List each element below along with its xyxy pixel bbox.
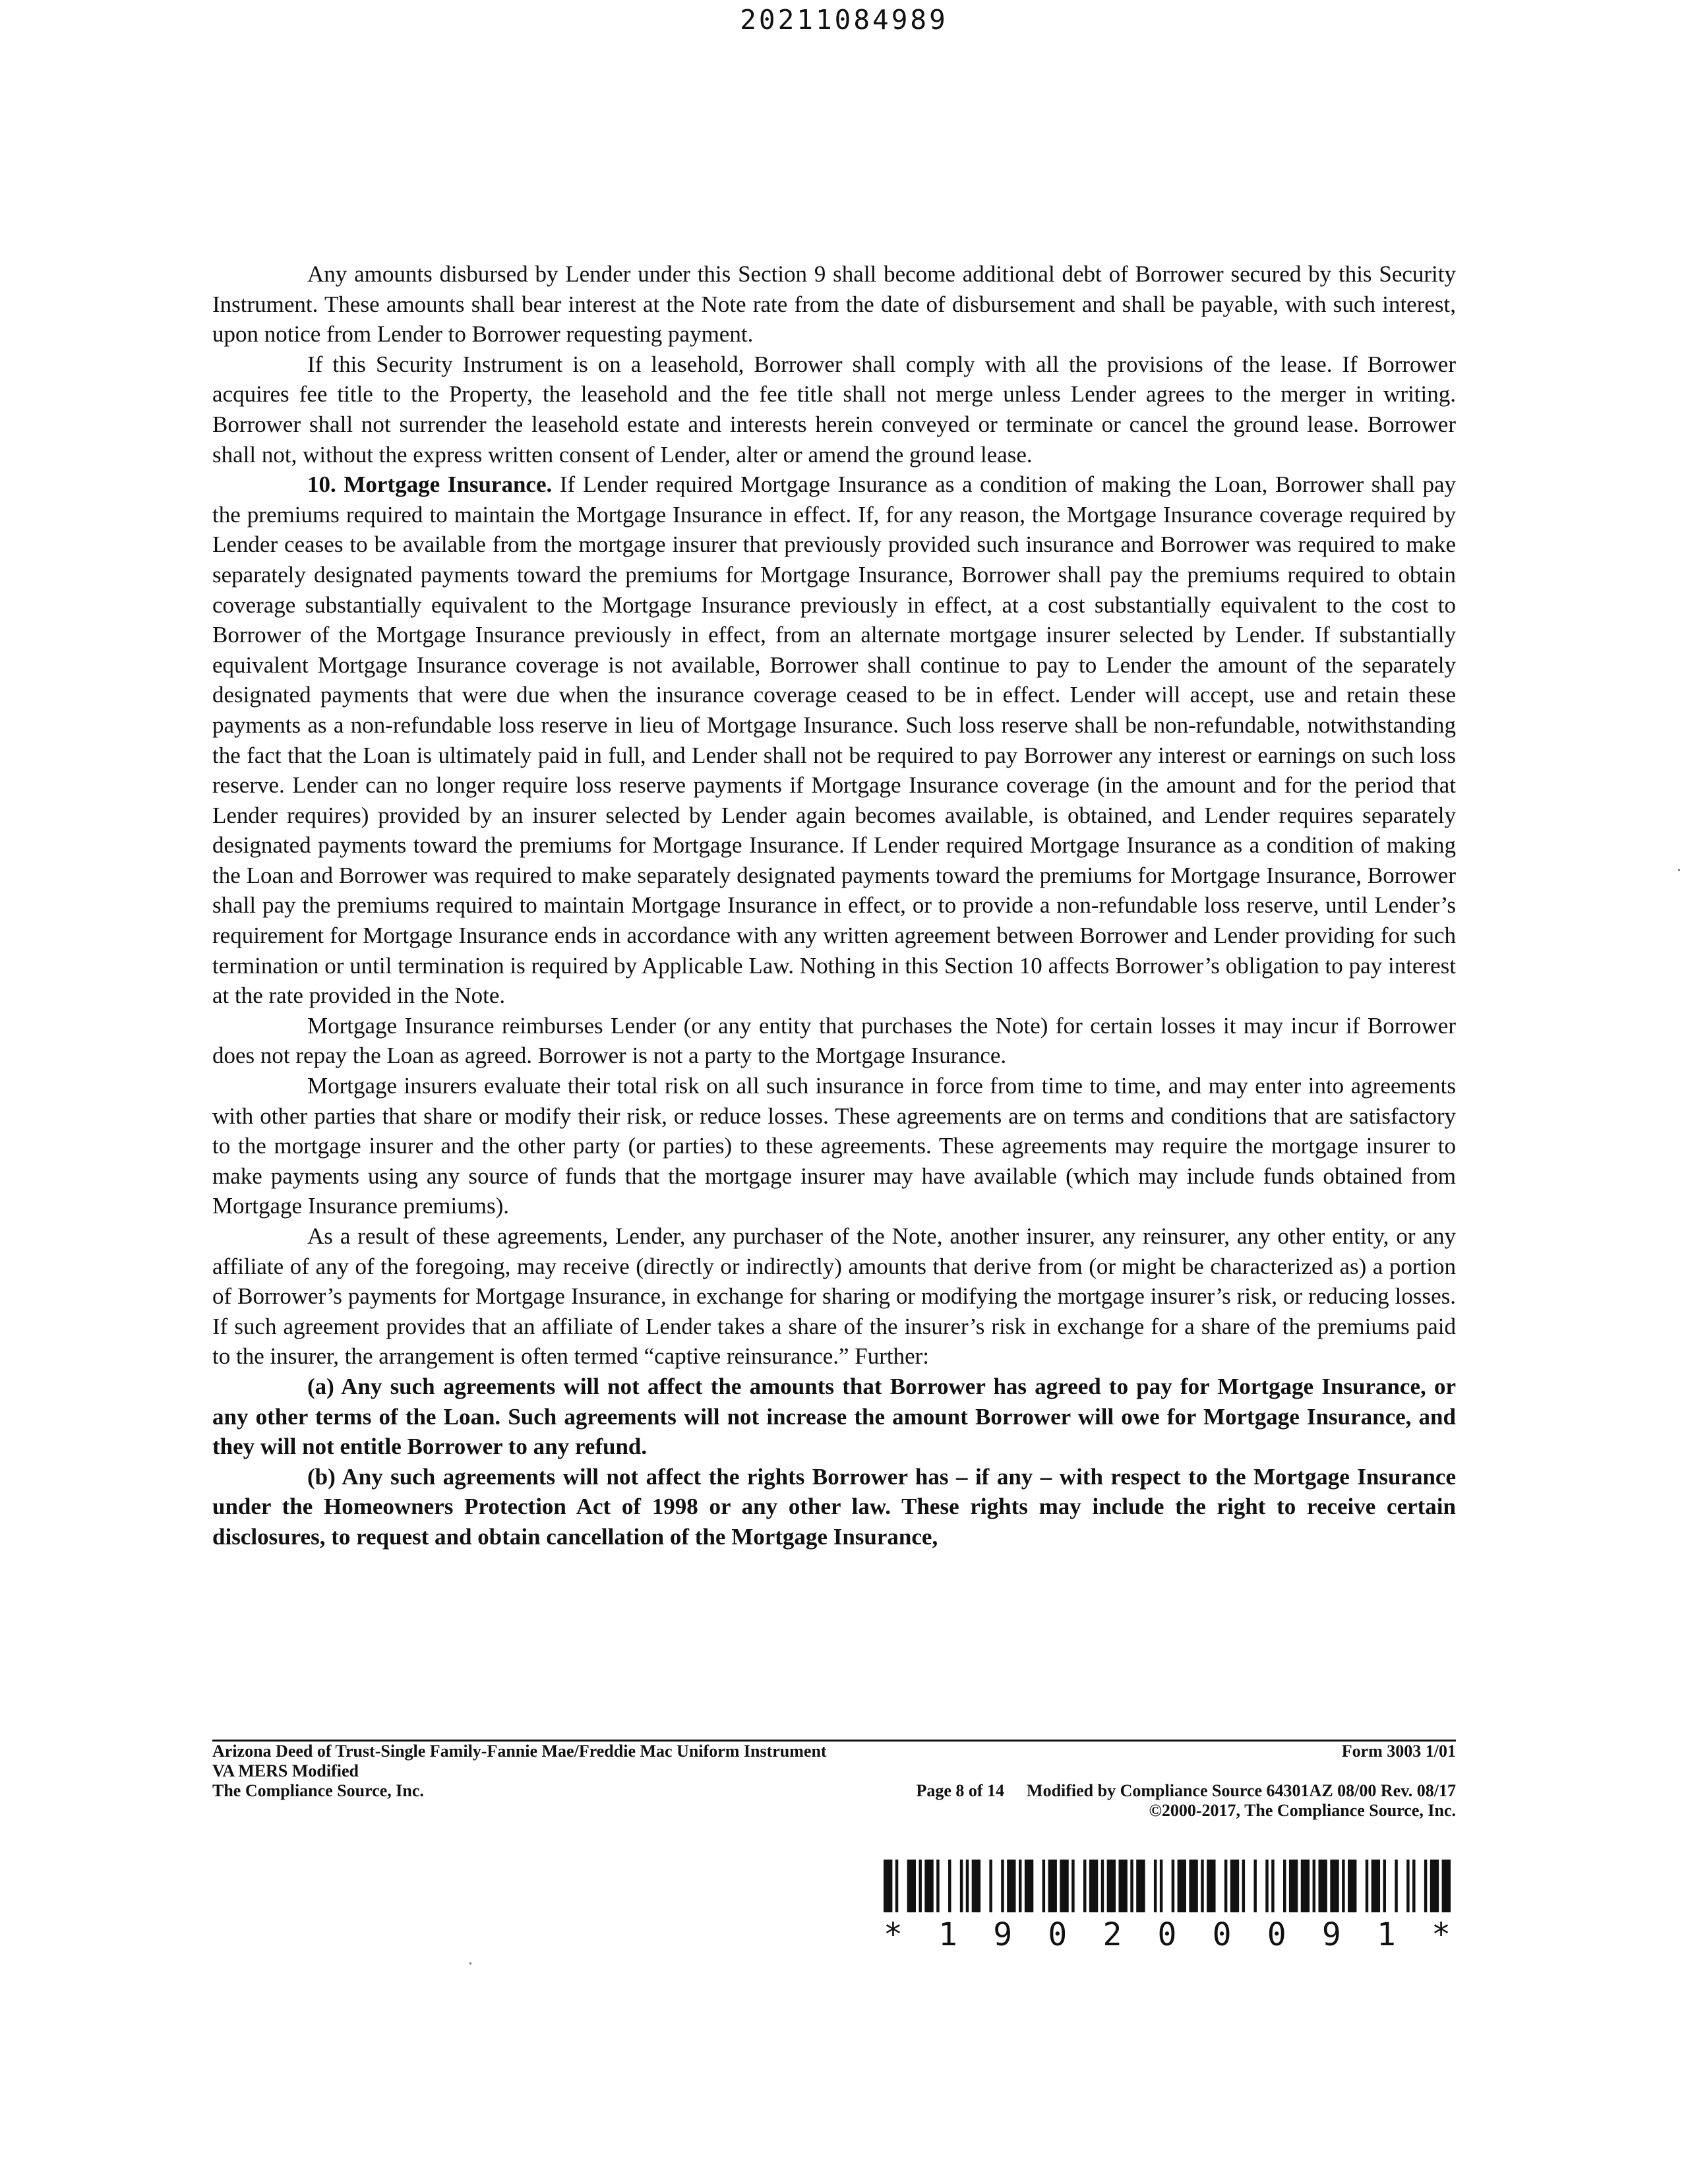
barcode-char: 0 (1212, 1916, 1232, 1953)
barcode-char: 9 (993, 1916, 1013, 1953)
paragraph: As a result of these agreements, Lender, any purchaser of the Note, another insurer, any reinsurer, any other entity, or any affiliate of any of the foregoing, may receive (directly or indirectly) amounts that derive from (or might be characterized as) a portion of Borrower’s payments for Mortgage Insurance, in exchange for sharing or modifying the mortgage insurer’s risk, or reducing losses. If such agreement provides that an affiliate of Lender takes a share of the insurer’s risk in exchange for a share of the premiums paid to the insurer, the arrangement is often termed “captive reinsurance.” Further: (212, 1223, 1456, 1370)
barcode-bar (1318, 1860, 1327, 1912)
bold-paragraph: (a) Any such agreements will not affect the amounts that Borrower has agreed to pay for Mortgage Insurance, or any other terms of the Loan. Such agreements will not increase the amount Borrower will owe for Mortgage Insurance, and they will not entitle Borrower to any refund. (212, 1373, 1456, 1460)
barcode-bar (989, 1860, 992, 1912)
barcode-bar (1265, 1860, 1268, 1912)
form-variant: VA MERS Modified (212, 1761, 359, 1780)
paragraph-text: If Lender required Mortgage Insurance as a condition of making the Loan, Borrower shall pay the premiums required to maintain the Mortgage Insurance in effect. If, for any reason, the Mortgage Insurance coverage required by Lender ceases to be available from the mortgage insurer that previously provided such insurance and Borrower was required to make separately designated payments toward the premiums for Mortgage Insurance, Borrower shall pay the premiums required to obtain coverage substantially equivalent to the Mortgage Insurance previously in effect, at a cost substantially equivalent to the cost to Borrower of the Mortgage Insurance previously in effect, from an alternate mortgage insurer selected by Lender. If substantially equivalent Mortgage Insurance coverage is not available, Borrower shall continue to pay to Lender the amount of the separately designated payments that were due when the insurance coverage ceased to be in effect. Lender will accept, use and retain these payments as a non-refundable loss reserve in lieu of Mortgage Insurance. Such loss reserve shall be non-refundable, notwithstanding the fact that the Loan is ultimately paid in full, and Lender shall not be required to pay Borrower any interest or earnings on such loss reserve. Lender can no longer require loss reserve payments if Mortgage Insurance coverage (in the amount and for the period that Lender requires) provided by an insurer selected by Lender again becomes available, is obtained, and Lender requires separately designated payments toward the premiums for Mortgage Insurance. If Lender required Mortgage Insurance as a condition of making the Loan and Borrower was required to make separately designated payments toward the premiums for Mortgage Insurance, Borrower shall pay the premiums required to maintain Mortgage Insurance in effect, or to provide a non-refundable loss reserve, until Lender’s requirement for Mortgage Insurance ends in accordance with any written agreement between Borrower and Lender providing for such termination or until termination is required by Applicable Law. Nothing in this Section 10 affects Borrower’s obligation to pay interest at the rate provided in the Note. (212, 471, 1457, 1009)
barcode-bar (1283, 1860, 1286, 1912)
copyright: ©2000-2017, The Compliance Source, Inc. (1149, 1801, 1456, 1820)
barcode-bar (1083, 1860, 1086, 1912)
barcode-bar (960, 1860, 963, 1912)
barcode (884, 1860, 1451, 1958)
barcode-bar (1348, 1860, 1356, 1912)
barcode-bar (1154, 1860, 1157, 1912)
form-number: Form 3003 1/01 (1341, 1742, 1456, 1761)
barcode-bar (1201, 1860, 1203, 1912)
barcode-char: 9 (1321, 1916, 1341, 1953)
paragraph (212, 470, 1456, 1011)
scan-speck (1678, 869, 1680, 871)
barcode-char: * (884, 1916, 903, 1953)
barcode-bar (1136, 1860, 1145, 1912)
barcode-char: 1 (1376, 1916, 1396, 1953)
barcode-char: 0 (1048, 1916, 1068, 1953)
barcode-bar (1001, 1860, 1004, 1912)
paragraph: Mortgage insurers evaluate their total risk on all such insurance in force from time to time, and may enter into agreements with other parties that share or modify their risk, or reduce losses. These agreements are on terms and conditions that are satisfactory to the mortgage insurer and the other party (or parties) to these agreements. These agreements may require the mortgage insurer to make payments using any source of funds that the mortgage insurer may have available (which may include funds obtained from Mortgage Insurance premiums). (212, 1073, 1456, 1219)
section-heading: 10. Mortgage Insurance. (307, 471, 553, 498)
barcode-bar (1019, 1860, 1021, 1912)
barcode-bar (1330, 1860, 1339, 1912)
page-number: Page 8 of 14 (916, 1781, 1005, 1800)
barcode-bar (966, 1860, 969, 1912)
bold-paragraph: (b) Any such agreements will not affect the rights Borrower has – if any – with respect to the Mortgage Insurance under the Homeowners Protection Act of 1998 or any other law. These rights may include the right to receive certain disclosures, to request and obtain cancellation of the Mortgage Insurance, (212, 1463, 1456, 1550)
barcode-bar (1395, 1860, 1397, 1912)
document-body (212, 259, 1456, 1552)
form-title: Arizona Deed of Trust-Single Family-Fannie Mae/Freddie Mac Uniform Instrument (212, 1742, 827, 1761)
page-footer (212, 1740, 1456, 1821)
barcode-bar (1230, 1860, 1239, 1912)
barcode-bar (1289, 1860, 1298, 1912)
paragraph: Any amounts disbursed by Lender under this Section 9 shall become additional debt of Borrower secured by this Security Instrument. These amounts shall bear interest at the Note rate from the date of disbursement and shall be payable, with such interest, upon notice from Lender to Borrower requesting payment. (212, 261, 1456, 348)
paragraph: Mortgage Insurance reimburses Lender (or any entity that purchases the Note) for certain losses it may incur if Borrower does not repay the Loan as agreed. Borrower is not a party to the Mortgage Insurance. (212, 1012, 1456, 1069)
publisher: The Compliance Source, Inc. (212, 1781, 424, 1800)
barcode-char: 0 (1267, 1916, 1286, 1953)
barcode-bar (1089, 1860, 1098, 1912)
barcode-bar (1048, 1860, 1057, 1912)
barcode-char: * (1432, 1916, 1451, 1953)
barcode-bar (884, 1860, 892, 1912)
barcode-bar (1412, 1860, 1415, 1912)
paragraph: If this Security Instrument is on a leasehold, Borrower shall comply with all the provisions of the lease. If Borrower acquires fee title to the Property, the leasehold and the fee title shall not merge unless Lender agrees to the merger in writing. Borrower shall not surrender the leasehold estate and interests herein conveyed or terminate or cancel the ground lease. Borrower shall not, without the express written consent of Lender, alter or amend the ground lease. (212, 351, 1456, 468)
barcode-bar (895, 1860, 898, 1912)
barcode-bar (907, 1860, 916, 1912)
barcode-bar (919, 1860, 921, 1912)
barcode-bar (1301, 1860, 1310, 1912)
barcode-bar (936, 1860, 939, 1912)
barcode-char: 2 (1102, 1916, 1122, 1953)
barcode-bar (1189, 1860, 1197, 1912)
barcode-bar (1242, 1860, 1245, 1912)
barcode-bar (1406, 1860, 1409, 1912)
barcode-bar (1160, 1860, 1162, 1912)
barcode-bar (1271, 1860, 1274, 1912)
barcode-bars (884, 1860, 1451, 1912)
barcode-bar (1118, 1860, 1127, 1912)
barcode-bar (1025, 1860, 1033, 1912)
document-number: 20211084989 (740, 4, 948, 36)
barcode-bar (1224, 1860, 1227, 1912)
barcode-char: 0 (1157, 1916, 1177, 1953)
barcode-bar (1071, 1860, 1074, 1912)
barcode-bar (1172, 1860, 1174, 1912)
barcode-bar (972, 1860, 980, 1912)
barcode-bar (1130, 1860, 1133, 1912)
barcode-bar (1042, 1860, 1045, 1912)
barcode-bar (1430, 1860, 1439, 1912)
barcode-bar (924, 1860, 933, 1912)
barcode-bar (1253, 1860, 1256, 1912)
barcode-bar (1101, 1860, 1104, 1912)
barcode-char: 1 (938, 1916, 958, 1953)
barcode-bar (1007, 1860, 1015, 1912)
barcode-bar (1383, 1860, 1386, 1912)
barcode-bar (1207, 1860, 1215, 1912)
barcode-bar (948, 1860, 951, 1912)
barcode-bar (1313, 1860, 1315, 1912)
barcode-bar (1424, 1860, 1427, 1912)
barcode-bar (1178, 1860, 1186, 1912)
barcode-text (884, 1916, 1451, 1953)
scan-speck (469, 1962, 471, 1964)
barcode-bar (1107, 1860, 1116, 1912)
modified-note: Modified by Compliance Source 64301AZ 08/00 Rev. 08/17 (1027, 1781, 1456, 1800)
barcode-bar (1060, 1860, 1068, 1912)
barcode-bar (1442, 1860, 1451, 1912)
barcode-bar (1372, 1860, 1380, 1912)
barcode-bar (1366, 1860, 1368, 1912)
barcode-bar (1342, 1860, 1344, 1912)
